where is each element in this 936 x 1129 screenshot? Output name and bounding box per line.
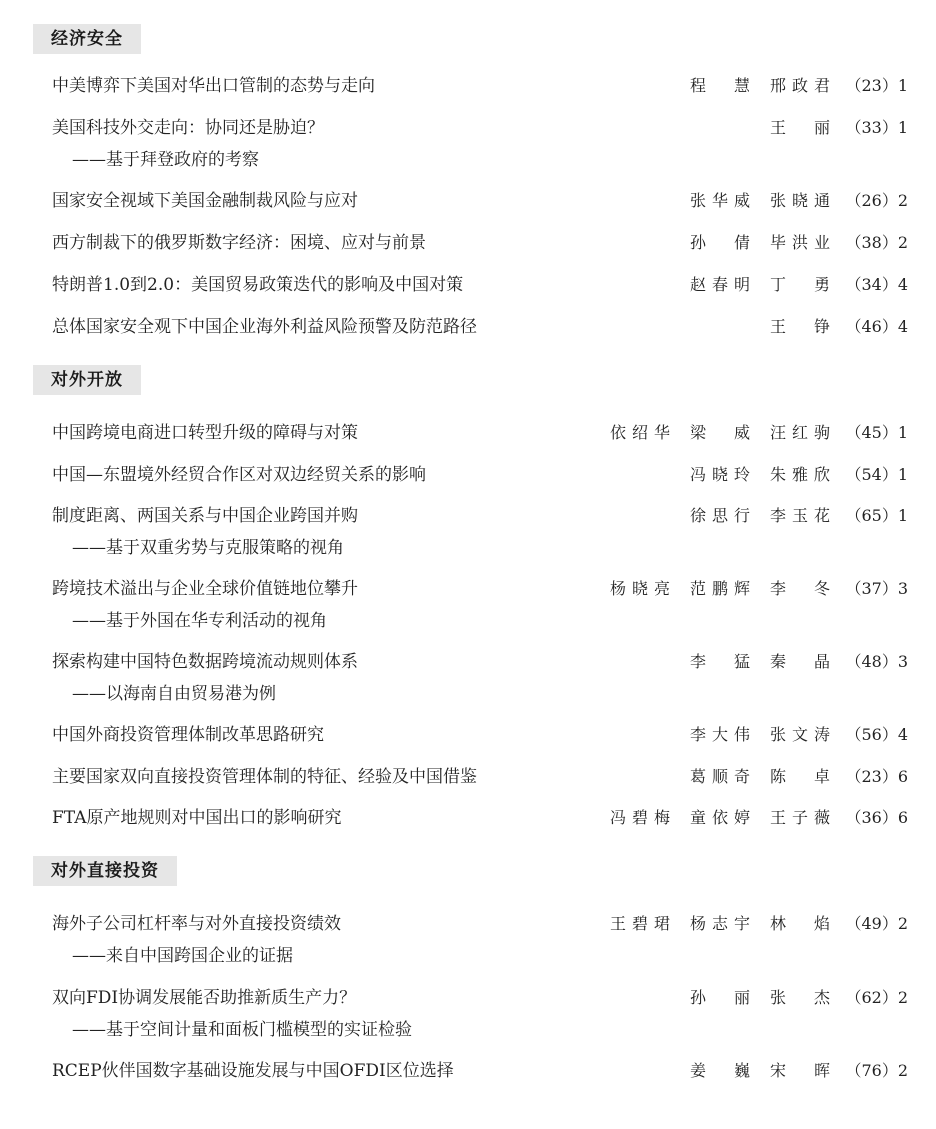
article-title[interactable]: RCEP伙伴国数字基础设施发展与中国OFDI区位选择 [52, 1061, 454, 1081]
author-3: 张 杰 [770, 988, 830, 1007]
article-subtitle: ——来自中国跨国企业的证据 [72, 946, 293, 966]
section-header-economic-security: 经济安全 [33, 24, 141, 54]
page-ref: （56）4 [845, 725, 908, 744]
author-3: 林 焰 [770, 914, 830, 933]
page-ref: （26）2 [845, 191, 908, 210]
author-3: 王 丽 [770, 118, 830, 137]
article-title[interactable]: 国家安全视域下美国金融制裁风险与应对 [52, 191, 358, 211]
article-title[interactable]: 特朗普1.0到2.0：美国贸易政策迭代的影响及中国对策 [52, 275, 464, 295]
page-ref: （34）4 [845, 275, 908, 294]
article-subtitle: ——基于拜登政府的考察 [72, 150, 259, 170]
author-3: 李 玉 花 [770, 506, 830, 525]
author-1: 依 绍 华 [610, 423, 670, 442]
article-title[interactable]: FTA原产地规则对中国出口的影响研究 [52, 808, 342, 828]
article-title[interactable]: 探索构建中国特色数据跨境流动规则体系 [52, 652, 358, 672]
author-2: 李 大 伟 [690, 725, 750, 744]
author-1: 杨 晓 亮 [610, 579, 670, 598]
author-3: 毕 洪 业 [770, 233, 830, 252]
page-ref: （46）4 [845, 317, 908, 336]
article-subtitle: ——基于空间计量和面板门槛模型的实证检验 [72, 1020, 412, 1040]
author-2: 范 鹏 辉 [690, 579, 750, 598]
author-2: 李 猛 [690, 652, 750, 671]
author-3: 汪 红 驹 [770, 423, 830, 442]
author-1: 王 碧 珺 [610, 914, 670, 933]
article-title[interactable]: 主要国家双向直接投资管理体制的特征、经验及中国借鉴 [52, 767, 477, 787]
author-3: 张 文 涛 [770, 725, 830, 744]
page-ref: （23）1 [845, 76, 908, 95]
author-2: 张 华 威 [690, 191, 750, 210]
article-title[interactable]: 制度距离、两国关系与中国企业跨国并购 [52, 506, 358, 526]
author-2: 冯 晓 玲 [690, 465, 750, 484]
author-2: 徐 思 行 [690, 506, 750, 525]
page-ref: （62）2 [845, 988, 908, 1007]
article-title[interactable]: 中国外商投资管理体制改革思路研究 [52, 725, 324, 745]
page-ref: （33）1 [845, 118, 908, 137]
article-title[interactable]: 海外子公司杠杆率与对外直接投资绩效 [52, 914, 341, 934]
author-3: 丁 勇 [770, 275, 830, 294]
article-subtitle: ——基于外国在华专利活动的视角 [72, 611, 327, 631]
article-subtitle: ——基于双重劣势与克服策略的视角 [72, 538, 344, 558]
article-title[interactable]: 西方制裁下的俄罗斯数字经济：困境、应对与前景 [52, 233, 426, 253]
author-3: 王 铮 [770, 317, 830, 336]
article-title[interactable]: 美国科技外交走向：协同还是胁迫？ [52, 118, 324, 138]
page-ref: （36）6 [845, 808, 908, 827]
section-header-opening-up: 对外开放 [33, 365, 141, 395]
page-ref: （76）2 [845, 1061, 908, 1080]
author-3: 宋 晖 [770, 1061, 830, 1080]
author-3: 陈 卓 [770, 767, 830, 786]
article-title[interactable]: 中美博弈下美国对华出口管制的态势与走向 [52, 76, 375, 96]
author-3: 邢 政 君 [770, 76, 830, 95]
article-title[interactable]: 双向FDI协调发展能否助推新质生产力？ [52, 988, 357, 1008]
author-2: 杨 志 宇 [690, 914, 750, 933]
author-2: 童 依 婷 [690, 808, 750, 827]
article-title[interactable]: 总体国家安全观下中国企业海外利益风险预警及防范路径 [52, 317, 477, 337]
article-title[interactable]: 中国跨境电商进口转型升级的障碍与对策 [52, 423, 358, 443]
author-2: 孙 倩 [690, 233, 750, 252]
article-title[interactable]: 中国—东盟境外经贸合作区对双边经贸关系的影响 [52, 465, 426, 485]
author-2: 葛 顺 奇 [690, 767, 750, 786]
page-ref: （65）1 [845, 506, 908, 525]
page-ref: （45）1 [845, 423, 908, 442]
author-3: 朱 雅 欣 [770, 465, 830, 484]
author-2: 程 慧 [690, 76, 750, 95]
page-ref: （23）6 [845, 767, 908, 786]
author-3: 张 晓 通 [770, 191, 830, 210]
page-ref: （37）3 [845, 579, 908, 598]
author-2: 孙 丽 [690, 988, 750, 1007]
article-title[interactable]: 跨境技术溢出与企业全球价值链地位攀升 [52, 579, 358, 599]
author-2: 梁 威 [690, 423, 750, 442]
page-ref: （38）2 [845, 233, 908, 252]
section-header-outward-fdi: 对外直接投资 [33, 856, 177, 886]
author-3: 王 子 薇 [770, 808, 830, 827]
author-2: 姜 巍 [690, 1061, 750, 1080]
page-ref: （54）1 [845, 465, 908, 484]
page-ref: （49）2 [845, 914, 908, 933]
author-3: 李 冬 [770, 579, 830, 598]
page-ref: （48）3 [845, 652, 908, 671]
author-2: 赵 春 明 [690, 275, 750, 294]
author-3: 秦 晶 [770, 652, 830, 671]
author-1: 冯 碧 梅 [610, 808, 670, 827]
article-subtitle: ——以海南自由贸易港为例 [72, 684, 276, 704]
